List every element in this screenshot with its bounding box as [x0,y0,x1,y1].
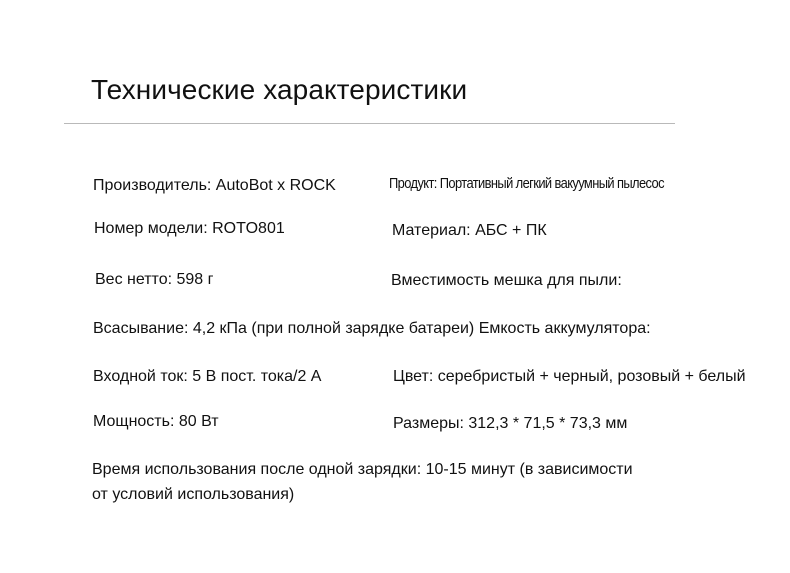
title-divider [64,123,675,124]
spec-usage-line-2: от условий использования) [92,486,295,503]
spec-usage-line-1: Время использования после одной зарядки: 10-15 минут (в зависимости [92,461,633,478]
spec-power: Мощность: 80 Вт [93,413,219,430]
spec-product: Продукт: Портативный легкий вакуумный пылесос [389,175,664,192]
spec-weight: Вес нетто: 598 г [95,271,214,288]
page-title: Технические характеристики [91,73,468,105]
spec-manufacturer: Производитель: AutoBot x ROCK [93,177,336,194]
spec-input: Входной ток: 5 В пост. тока/2 А [93,368,322,385]
spec-material: Материал: АБС + ПК [392,222,547,239]
spec-suction: Всасывание: 4,2 кПа (при полной зарядке батареи) Емкость аккумулятора: [93,320,651,337]
spec-usage-time [92,457,633,507]
spec-dimensions: Размеры: 312,3 * 71,5 * 73,3 мм [393,415,628,432]
spec-dust-capacity: Вместимость мешка для пыли: [391,272,622,289]
spec-model: Номер модели: ROTO801 [94,220,285,237]
spec-color: Цвет: серебристый + черный, розовый + белый [393,368,746,385]
